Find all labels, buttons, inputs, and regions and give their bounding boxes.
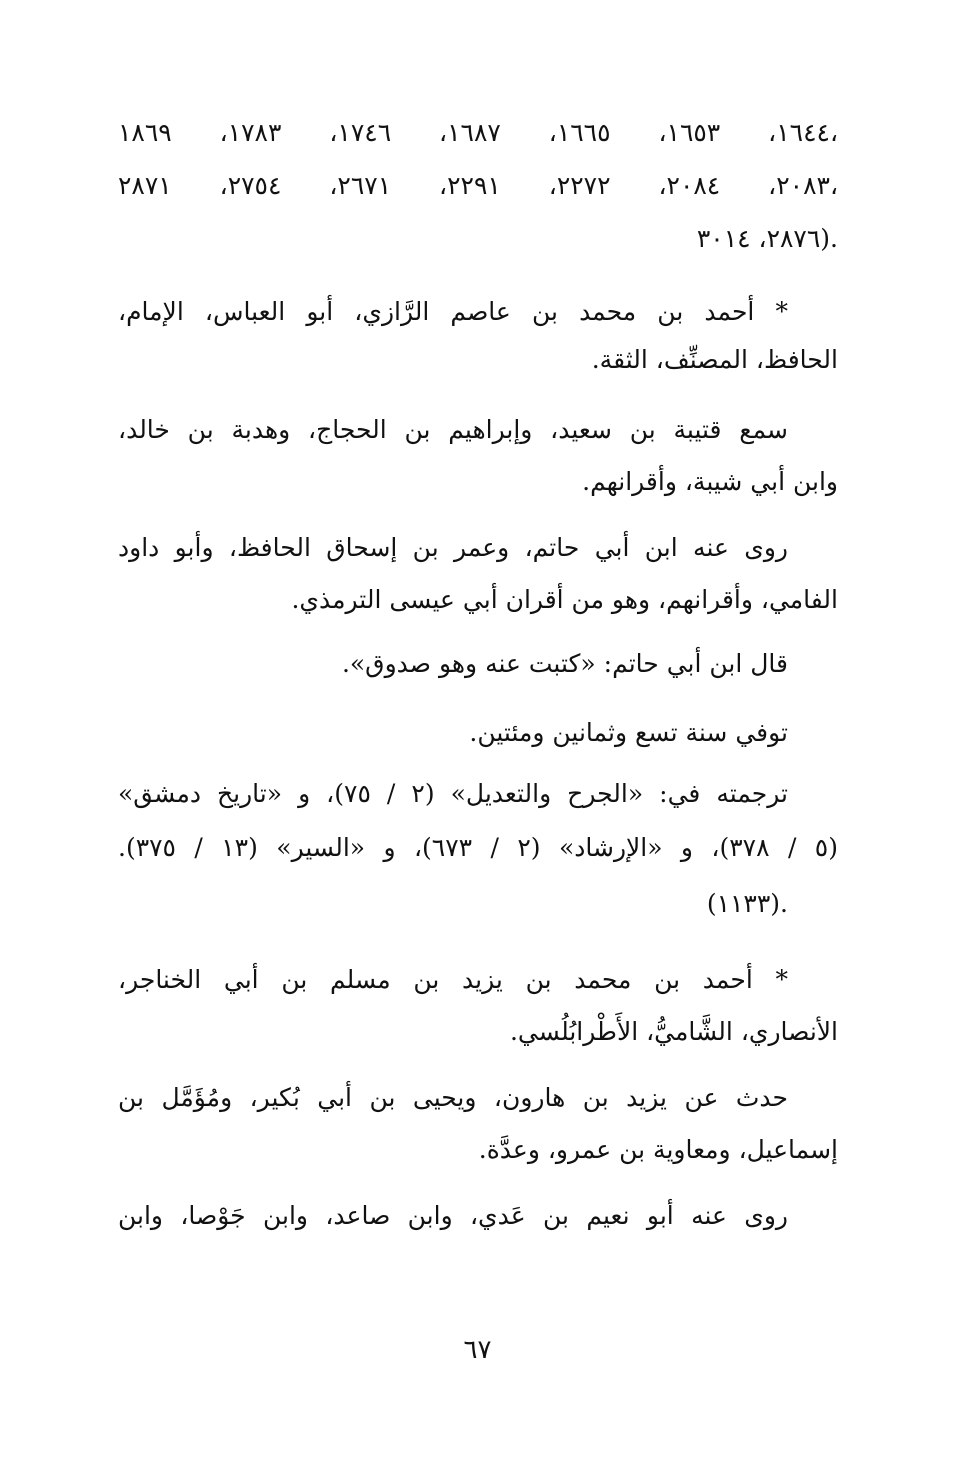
entry-heading-al-razi-continued: الحافظ، المصنِّف، الثقة. — [591, 345, 838, 374]
ibn-abi-hatim-quote: قال ابن أبي حاتم: «كتبت عنه وهو صدوق». — [341, 649, 788, 678]
narrated-from-line-2: إسماعيل، ومعاوية بن عمرو، وعدَّة. — [478, 1135, 838, 1164]
biography-sources-line-3: (١١٣٣). — [706, 889, 788, 918]
biography-sources-line-1: ترجمته في: «الجرح والتعديل» (٢ / ٧٥)، و «تاريخ دمشق» — [118, 779, 788, 808]
biography-sources-line-2: (٥ / ٣٧٨)، و «الإرشاد» (٢ / ٦٧٣)، و «السير» (١٣ / ٣٧٥). — [118, 833, 838, 862]
students-paragraph-line-2: الفامي، وأقرانهم، وهو من أقران أبي عيسى الترمذي. — [291, 585, 838, 614]
entry-heading-al-atrabulusi: * أحمد بن محمد بن يزيد بن مسلم بن أبي الخناجر، — [118, 965, 788, 994]
index-numbers-line-3: ٢٨٧٦، ٣٠١٤). — [696, 224, 838, 253]
teachers-paragraph-line-1: سمع قتيبة بن سعيد، وإبراهيم بن الحجاج، وهدبة بن خالد، — [118, 415, 788, 444]
teachers-paragraph-line-2: وابن أبي شيبة، وأقرانهم. — [582, 467, 838, 496]
entry-heading-al-atrabulusi-continued: الأنصاري، الشَّاميُّ، الأَطْرابُلُسي. — [509, 1017, 838, 1046]
death-year-line: توفي سنة تسع وثمانين ومئتين. — [469, 718, 788, 747]
students-paragraph-line-1: روى عنه ابن أبي حاتم، وعمر بن إسحاق الحافظ، وأبو داود — [118, 533, 788, 562]
entry-heading-al-razi: * أحمد بن محمد بن عاصم الرَّازي، أبو العباس، الإمام، — [118, 297, 788, 326]
index-numbers-line-1: ١٦٤٤، ١٦٥٣، ١٦٦٥، ١٦٨٧، ١٧٤٦، ١٧٨٣، ١٨٦٩، — [118, 118, 839, 147]
page-number: ٦٧ — [463, 1335, 492, 1365]
index-numbers-line-2: ٢٠٨٣، ٢٠٨٤، ٢٢٧٢، ٢٢٩١، ٢٦٧١، ٢٧٥٤، ٢٨٧١، — [118, 171, 839, 200]
narrated-by-line-1: روى عنه أبو نعيم بن عَدي، وابن صاعد، وابن جَوْصا، وابن — [118, 1201, 788, 1230]
narrated-from-line-1: حدث عن يزيد بن هارون، ويحيى بن أبي بُكير، ومُؤَمَّل بن — [118, 1083, 788, 1112]
